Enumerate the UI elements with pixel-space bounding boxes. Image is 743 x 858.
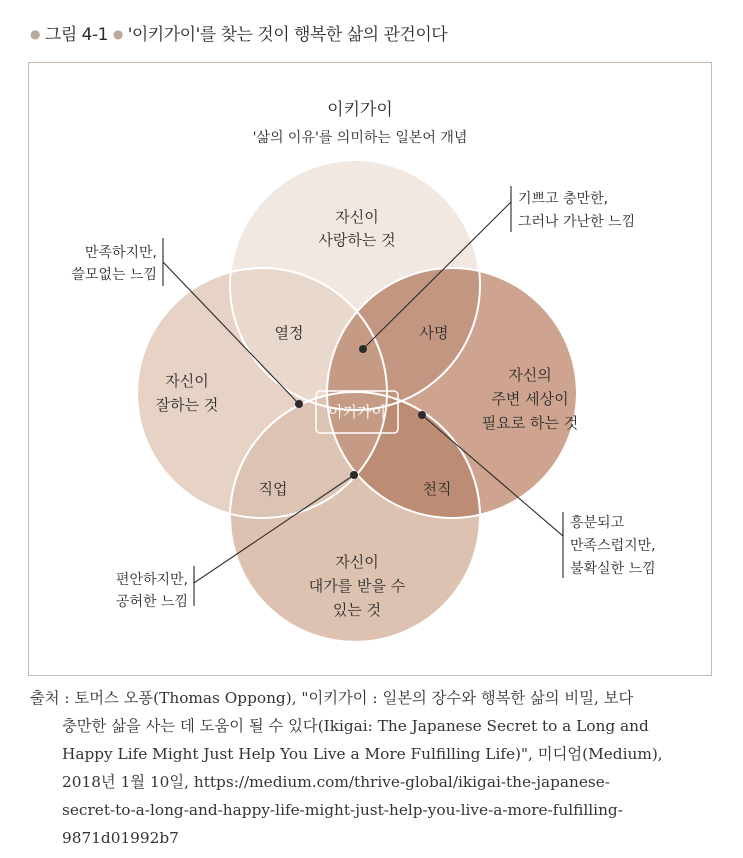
bullet-icon: ●	[30, 27, 40, 41]
source-line: Happy Life Might Just Help You Live a More Fulfilling Life)", 미디엄(Medium),	[62, 745, 663, 763]
callout-top-left-2: 쓸모없는 느낌	[71, 267, 157, 283]
callout-bottom-right-3: 불확실한 느낌	[570, 561, 656, 577]
callout-bottom-right-2: 만족스럽지만,	[570, 538, 656, 554]
source-line: 2018년 1월 10일, https://medium.com/thrive-global/ikigai-the-japanese-	[62, 773, 610, 791]
label-center: 이키가이	[328, 403, 386, 421]
source-line: 출처 : 토머스 오퐁(Thomas Oppong), "이키가이 : 일본의 장수와 행복한 삶의 비밀, 보다	[30, 689, 634, 707]
source-line: secret-to-a-long-and-happy-life-might-just-help-you-live-a-more-fulfilling-	[62, 801, 623, 819]
label-good-at-1: 자신이	[165, 372, 209, 390]
dot-bottom-left	[350, 471, 358, 479]
diagram-subtitle: '삶의 이유'를 의미하는 일본어 개념	[252, 130, 468, 146]
label-love-2: 사랑하는 것	[318, 231, 396, 249]
dot-top-left	[295, 400, 303, 408]
label-world-needs-1: 자신의	[508, 366, 552, 384]
label-world-needs-3: 필요로 하는 것	[481, 414, 579, 432]
callout-bottom-left-2: 공허한 느낌	[115, 594, 188, 610]
label-mission: 사명	[419, 324, 449, 342]
source-citation	[30, 684, 720, 852]
callout-top-right-1: 기쁘고 충만한,	[518, 191, 609, 207]
dot-bottom-right	[418, 411, 426, 419]
label-love-1: 자신이	[335, 208, 379, 226]
bullet-icon: ●	[112, 27, 123, 41]
label-vocation: 천직	[422, 480, 452, 498]
source-line: 충만한 삶을 사는 데 도움이 될 수 있다(Ikigai: The Japanese Secret to a Long and	[62, 717, 649, 735]
callout-top-left-1: 만족하지만,	[84, 245, 157, 261]
callout-bottom-left-1: 편안하지만,	[115, 572, 188, 588]
label-world-needs-2: 주변 세상이	[491, 390, 569, 408]
label-passion: 열정	[274, 324, 304, 342]
dot-top-right	[359, 345, 367, 353]
figure-caption: '이키가이'를 찾는 것이 행복한 삶의 관건이다	[127, 25, 448, 45]
label-profession: 직업	[258, 480, 288, 498]
label-paid-for-3: 있는 것	[332, 601, 382, 619]
source-line: 9871d01992b7	[62, 829, 179, 847]
callout-bottom-right-1: 흥분되고	[570, 515, 625, 531]
figure-number: 그림 4-1	[44, 25, 108, 45]
label-paid-for-1: 자신이	[335, 553, 379, 571]
callout-top-right-2: 그러나 가난한 느낌	[518, 214, 636, 230]
label-good-at-2: 잘하는 것	[155, 396, 219, 414]
diagram-title: 이키가이	[327, 100, 393, 120]
label-paid-for-2: 대가를 받을 수	[308, 577, 406, 595]
